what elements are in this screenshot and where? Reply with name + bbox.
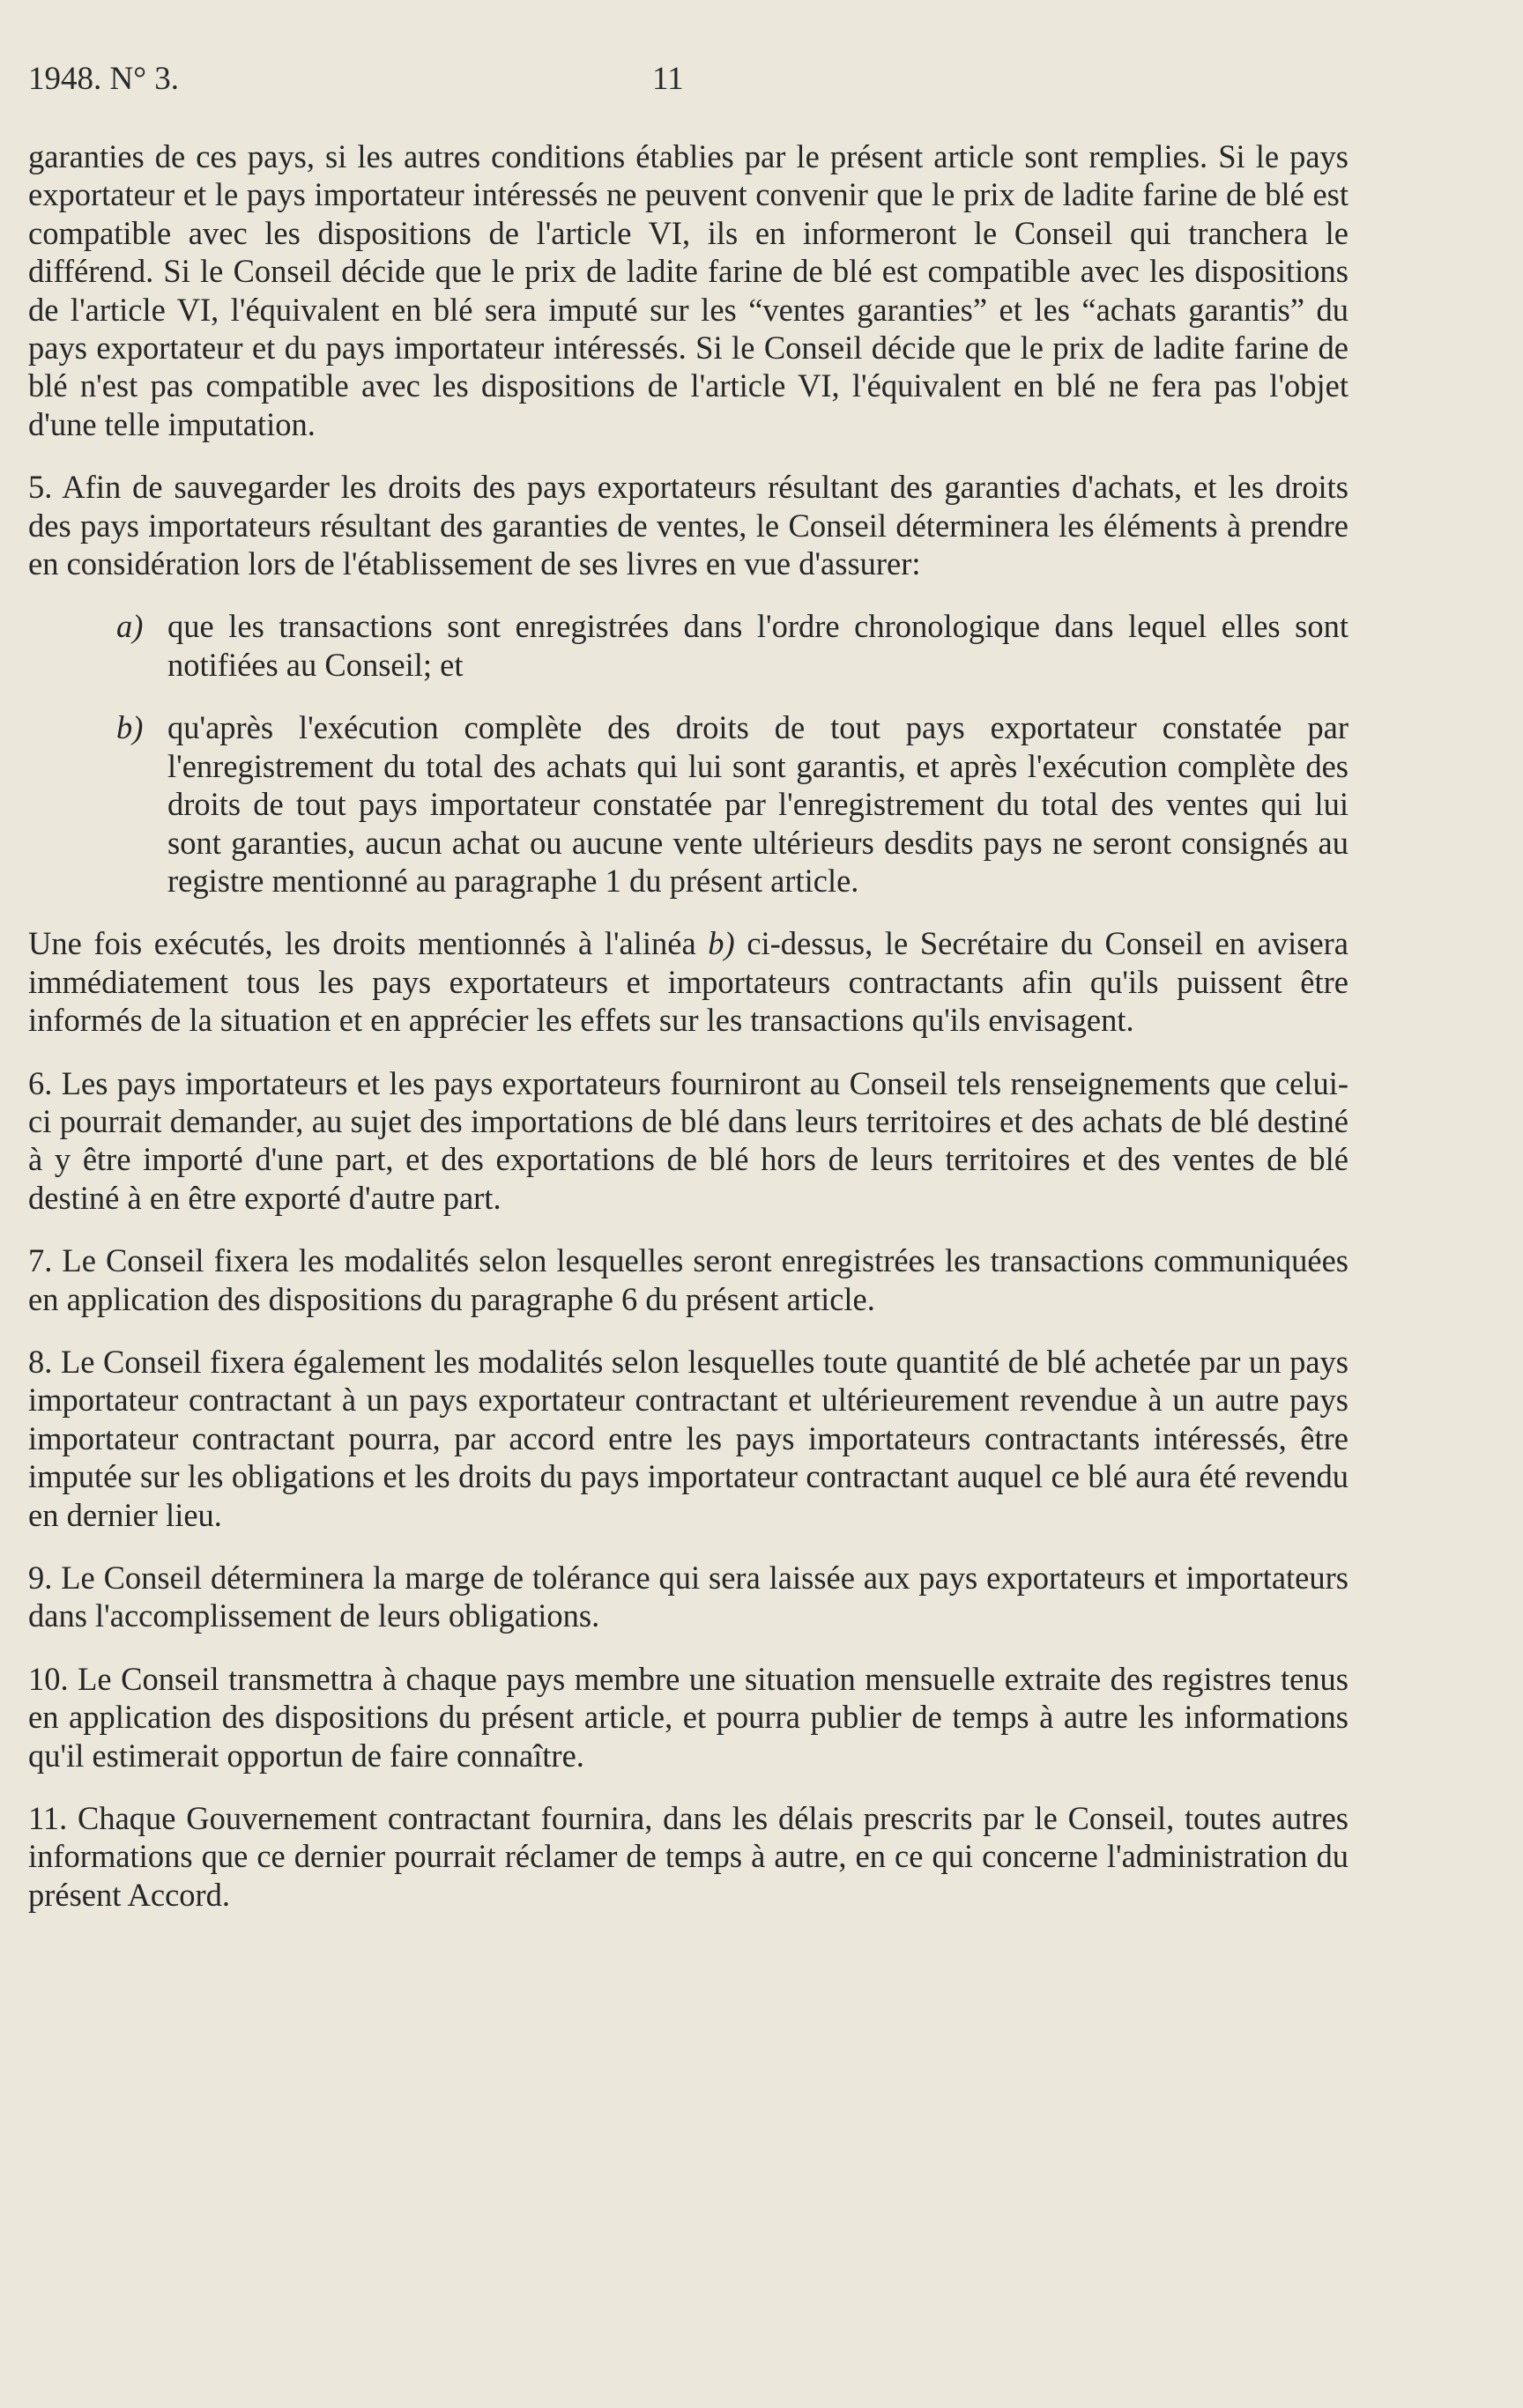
paragraph-5: 5. Afin de sauvegarder les droits des pays exportateurs résultant des garanties d'achats, et les droits des pays importateurs résultant des garanties de ventes, le Conseil déterminera les éléments à prendre en considération lors de l'établissement de ses livres en vue d'assurer: — [28, 469, 1348, 582]
paragraph-10: 10. Le Conseil transmettra à chaque pays membre une situation mensuelle extraite des registres tenus en application des dispositions du présent article, et pourra publier de temps à autre les informations qu'il estimerait opportun de faire connaître. — [28, 1660, 1348, 1774]
item-text-a: que les transactions sont enregistrées dans l'ordre chronologique dans lequel elles sont notifiées au Conseil; et — [167, 608, 1348, 683]
item-label-b: b) — [116, 709, 144, 746]
paragraph-gap — [28, 1635, 1348, 1660]
page-header — [28, 60, 1341, 113]
issue-reference: 1948. N° 3. — [28, 61, 180, 97]
paragraph-6: 6. Les pays importateurs et les pays exportateurs fourniront au Conseil tels renseignements que celui-ci pourrait demander, au sujet des importations de blé dans leurs territoires et des achats de blé destiné à y être importé d'une part, et des exportations de blé hors de leurs territoires et des ventes de blé destiné à en être exporté d'autre part. — [28, 1064, 1348, 1216]
conclusion-reference-b: b) — [708, 925, 735, 962]
paragraph-gap — [28, 582, 1348, 607]
conclusion-text-start: Une fois exécutés, les droits mentionnés à l'alinéa — [28, 925, 696, 962]
paragraph-gap — [28, 1534, 1348, 1559]
item-text-b: qu'après l'exécution complète des droits de tout pays exportateur constatée par l'enregistrement du total des achats qui lui sont garantis, et après l'exécution complète des droits de tout pays importateur constatée par l'enregistrement du total des ventes qui lui sont garanties, aucun achat ou aucune vente ultérieurs desdits pays ne seront consignés au registre mentionné au paragraphe 1 du présent article. — [167, 709, 1348, 899]
item-label-a: a) — [116, 608, 144, 645]
article-body — [28, 137, 1348, 1914]
paragraph-8: 8. Le Conseil fixera également les modalités selon lesquelles toute quantité de blé achetée par un pays importateur contractant à un pays exportateur contractant et ultérieurement revendue à un autre pays importateur contractant pourra, par accord entre les pays importateurs contractants intéressés, être imputée sur les obligations et les droits du pays importateur contractant auquel ce blé aura été revendu en dernier lieu. — [28, 1343, 1348, 1533]
paragraph-gap — [28, 1318, 1348, 1343]
paragraph-gap — [28, 684, 1348, 708]
paragraph-5-conclusion — [28, 924, 1348, 1039]
paragraph-5-item-b — [28, 708, 1348, 900]
paragraph-continuation: garanties de ces pays, si les autres conditions établies par le présent article sont remplies. Si le pays exportateur et le pays importateur intéressés ne peuvent convenir que le prix de ladite farine de blé est compatible avec les dispositions de l'article VI, ils en informeront le Conseil qui tranchera le différend. Si le Conseil décide que le prix de ladite farine de blé est compatible avec les dispositions de l'article VI, l'équivalent en blé sera imputé sur les “ventes garanties” et les “achats garantis” du pays exportateur et du pays importateur intéressés. Si le Conseil décide que le prix de ladite farine de blé n'est pas compatible avec les dispositions de l'article VI, l'équivalent en blé ne fera pas l'objet d'une telle imputation. — [28, 138, 1348, 442]
paragraph-gap — [28, 900, 1348, 924]
paragraph-gap — [28, 443, 1348, 468]
paragraph-11: 11. Chaque Gouvernement contractant fournira, dans les délais prescrits par le Conseil, toutes autres informations que ce dernier pourrait réclamer de temps à autre, en ce qui concerne l'administration du présent Accord. — [28, 1800, 1348, 1913]
paragraph-9: 9. Le Conseil déterminera la marge de tolérance qui sera laissée aux pays exportateurs et importateurs dans l'accomplissement de leurs obligations. — [28, 1560, 1348, 1634]
conclusion-text-end: ci-dessus, le Secrétaire du Conseil en avisera immédiatement tous les pays exportateurs et importateurs contractants afin qu'ils puissent être informés de la situation et en apprécier les effets sur les transactions qu'ils envisagent. — [28, 925, 1349, 1039]
paragraph-7: 7. Le Conseil fixera les modalités selon lesquelles seront enregistrées les transactions communiquées en application des dispositions du paragraphe 6 du présent article. — [28, 1242, 1348, 1317]
paragraph-gap — [28, 1217, 1348, 1241]
paragraph-5-item-a — [28, 607, 1348, 684]
paragraph-gap — [28, 1040, 1348, 1064]
page-number: 11 — [652, 61, 684, 97]
paragraph-gap — [28, 1775, 1348, 1799]
